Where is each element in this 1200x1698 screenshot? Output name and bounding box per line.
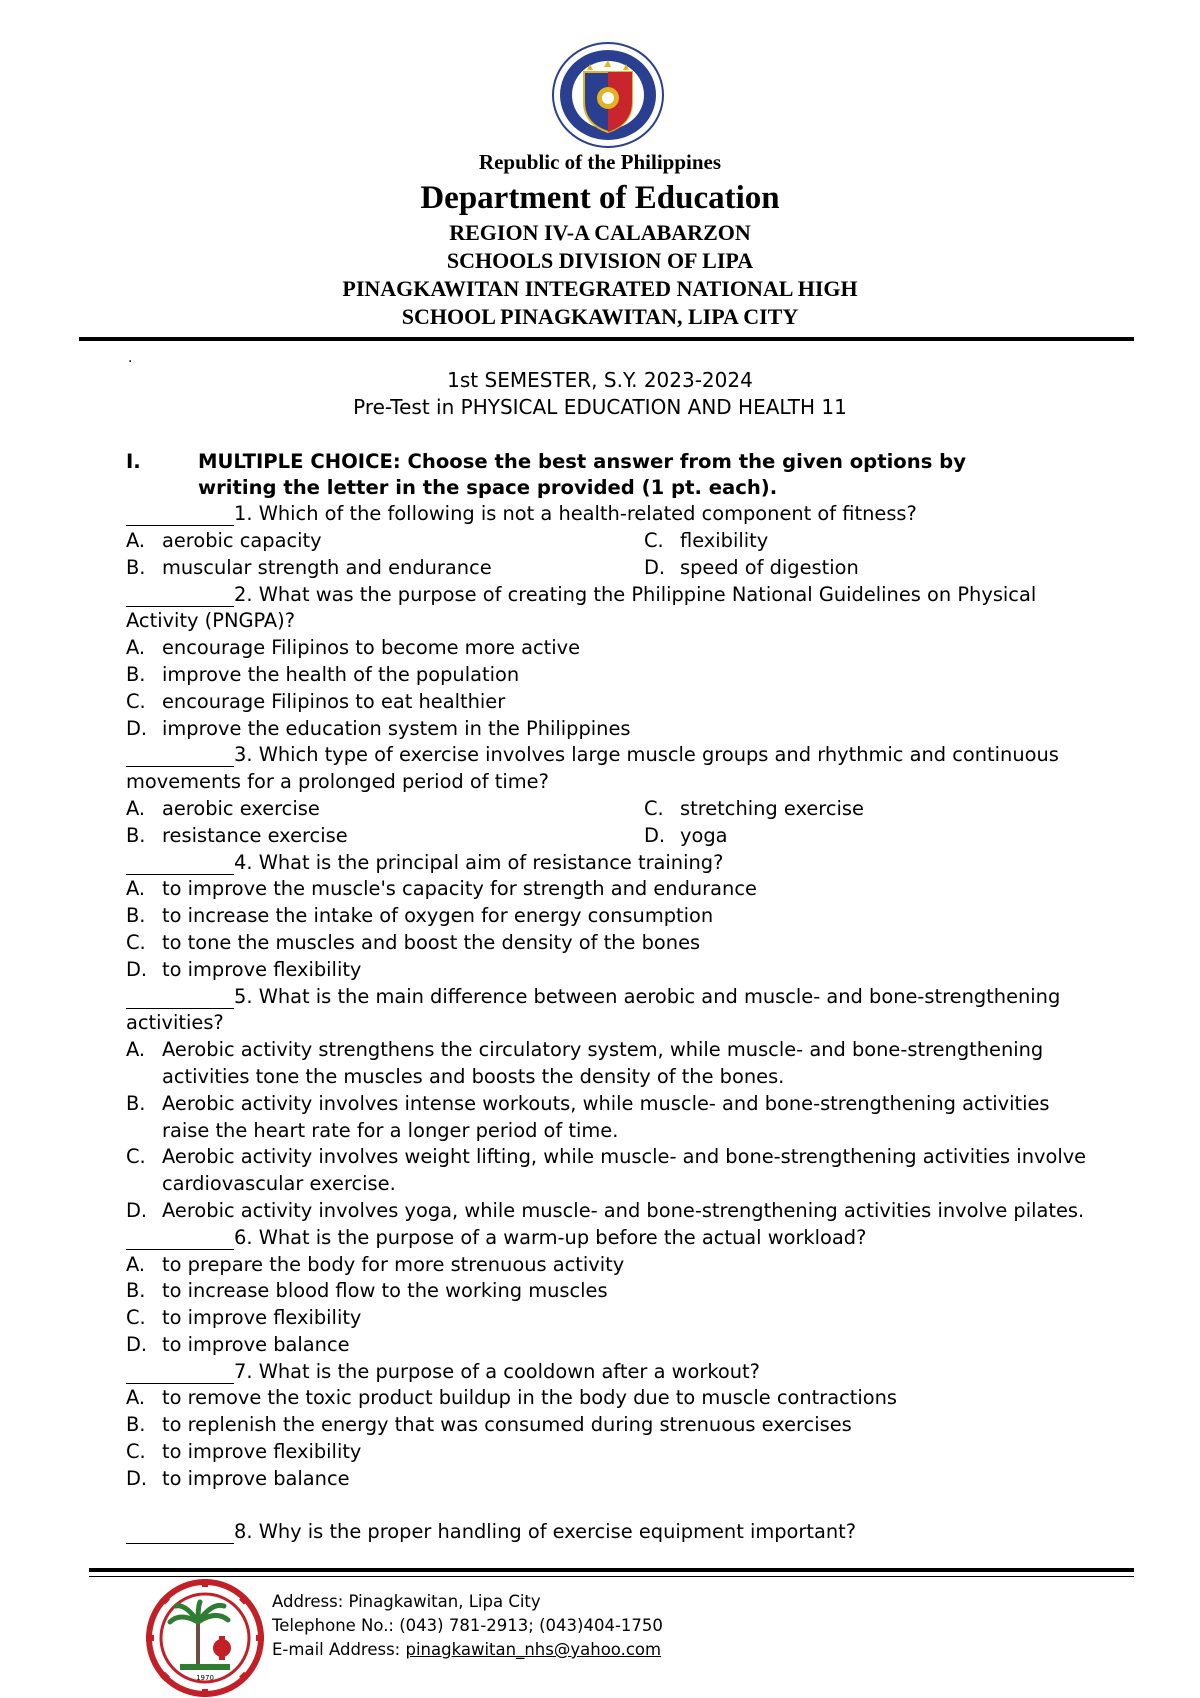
email-label: E-mail Address: <box>272 1640 406 1659</box>
header-divider <box>79 337 1134 341</box>
answer-blank-1[interactable] <box>126 501 234 526</box>
answer-blank-7[interactable] <box>126 1359 234 1384</box>
option-4b: B. to increase the intake of oxygen for energy consumption <box>126 904 714 928</box>
answer-blank-2[interactable] <box>126 582 234 607</box>
answer-blank-5[interactable] <box>126 984 234 1009</box>
exam-title: Pre-Test in PHYSICAL EDUCATION AND HEALTH 11 <box>353 395 847 419</box>
footer-telephone: Telephone No.: (043) 781-2913; (043)404-1750 <box>272 1616 663 1635</box>
option-2b: B. improve the health of the population <box>126 662 520 686</box>
exam-body <box>126 449 1096 1545</box>
instructions-line1: MULTIPLE CHOICE: Choose the best answer from the given options by <box>198 450 966 473</box>
option-1d: D. speed of digestion <box>644 555 859 579</box>
answer-blank-6[interactable] <box>126 1225 234 1250</box>
region-heading: REGION IV-A CALABARZON <box>449 220 751 245</box>
option-2d: D. improve the education system in the Philippines <box>126 716 631 740</box>
option-3c: C. stretching exercise <box>644 796 864 820</box>
options-3 <box>126 796 1096 850</box>
footer-email <box>272 1640 661 1659</box>
option-6c: C. to improve flexibility <box>126 1306 362 1330</box>
footer-address: Address: Pinagkawitan, Lipa City <box>272 1592 541 1611</box>
division-heading: SCHOOLS DIVISION OF LIPA <box>446 248 754 273</box>
option-1b: B. muscular strength and endurance <box>126 555 492 579</box>
options-1 <box>126 528 1096 582</box>
option-3b: B. resistance exercise <box>126 823 348 847</box>
option-5a: A. Aerobic activity strengthens the circulatory system, while muscle- and bone-strengthening activities tone the muscles and boosts the density of the bones. <box>126 1038 1044 1088</box>
option-2a: A. encourage Filipinos to become more active <box>126 636 581 660</box>
question-7: 7. What is the purpose of a cooldown after a workout? <box>126 1359 1096 1386</box>
option-6b: B. to increase blood flow to the working muscles <box>126 1279 608 1303</box>
republic-heading: Republic of the Philippines <box>478 150 722 174</box>
footer-divider <box>89 1568 1134 1572</box>
option-4d: D. to improve flexibility <box>126 957 362 981</box>
answer-blank-8[interactable] <box>126 1519 234 1544</box>
option-6d: D. to improve balance <box>126 1332 350 1356</box>
section-instructions <box>126 449 1096 500</box>
question-6: 6. What is the purpose of a warm-up before the actual workload? <box>126 1225 1096 1252</box>
email-link[interactable]: pinagkawitan_nhs@yahoo.com <box>405 1640 662 1659</box>
option-7d: D. to improve balance <box>126 1466 350 1490</box>
stray-dot: . <box>128 350 133 366</box>
school-logo <box>140 1578 270 1698</box>
option-4c: C. to tone the muscles and boost the density of the bones <box>126 930 701 954</box>
option-5c: C. Aerobic activity involves weight lifting, while muscle- and bone-strengthening activities involve cardiovascular exercise. <box>126 1145 1087 1196</box>
option-4a: A. to improve the muscle's capacity for strength and endurance <box>126 877 757 901</box>
department-heading: Department of Education <box>420 180 780 216</box>
option-5b: B. Aerobic activity involves intense workouts, while muscle- and bone-strengthening activities raise the heart rate for a longer period of time. <box>126 1091 1050 1142</box>
option-1a: A. aerobic capacity <box>126 528 322 552</box>
deped-seal-logo <box>550 40 666 150</box>
question-2: 2. What was the purpose of creating the Philippine National Guidelines on Physical Activity (PNGPA)? <box>126 582 1037 633</box>
instructions-line2: writing the letter in the space provided (1 pt. each). <box>198 475 778 499</box>
question-1: 1. Which of the following is not a health-related component of fitness? <box>126 501 1096 528</box>
option-5d: D. Aerobic activity involves yoga, while muscle- and bone-strengthening activities involve pilates. <box>126 1198 1085 1222</box>
question-4: 4. What is the principal aim of resistance training? <box>126 850 1096 877</box>
option-6a: A. to prepare the body for more strenuous activity <box>126 1252 625 1276</box>
option-3a: A. aerobic exercise <box>126 796 320 820</box>
footer-divider-thin <box>89 1576 1134 1577</box>
question-8: 8. Why is the proper handling of exercise equipment important? <box>126 1519 1096 1546</box>
semester-label: 1st SEMESTER, S.Y. 2023-2024 <box>447 368 753 392</box>
logo-year: 1970 <box>196 1674 214 1682</box>
school-heading-line2: SCHOOL PINAGKAWITAN, LIPA CITY <box>401 304 799 329</box>
option-7b: B. to replenish the energy that was consumed during strenuous exercises <box>126 1413 852 1437</box>
option-1c: C. flexibility <box>644 528 769 552</box>
section-number: I. <box>126 450 141 473</box>
option-7a: A. to remove the toxic product buildup in the body due to muscle contractions <box>126 1386 898 1410</box>
option-7c: C. to improve flexibility <box>126 1440 362 1464</box>
option-3d: D. yoga <box>644 823 728 847</box>
question-5: 5. What is the main difference between aerobic and muscle- and bone-strengthening activities? <box>126 984 1061 1035</box>
answer-blank-4[interactable] <box>126 850 234 875</box>
option-2c: C. encourage Filipinos to eat healthier <box>126 689 506 713</box>
question-3: 3. Which type of exercise involves large muscle groups and rhythmic and continuous movements for a prolonged period of time? <box>126 743 1059 794</box>
school-heading-line1: PINAGKAWITAN INTEGRATED NATIONAL HIGH <box>342 276 858 301</box>
answer-blank-3[interactable] <box>126 742 234 767</box>
